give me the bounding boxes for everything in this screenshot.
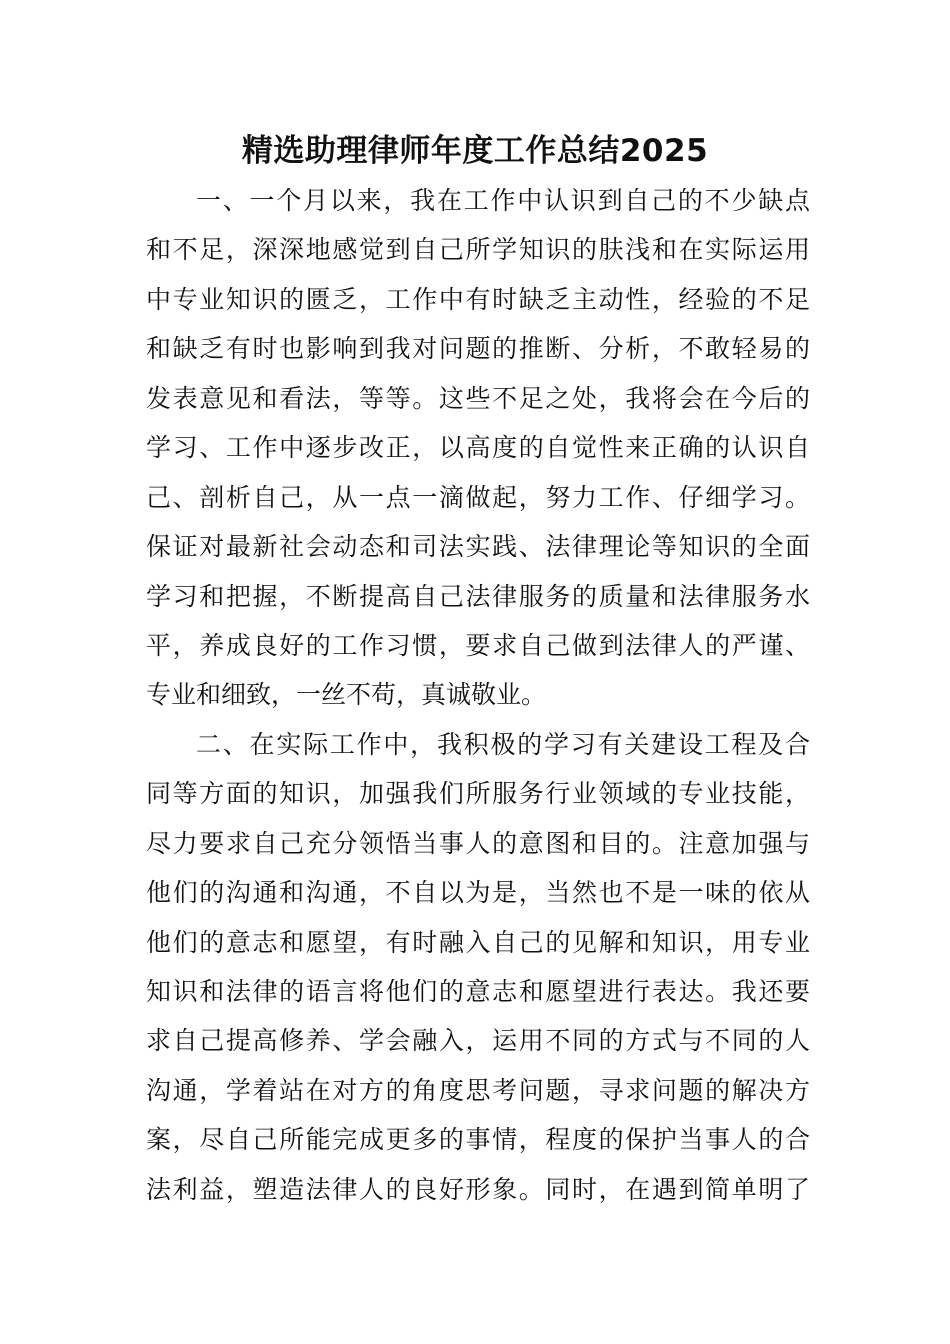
paragraph-1-line-1: 一、一个月以来，我在工作中认识到自己的不少缺点 (196, 186, 810, 215)
paragraph-2-line-4: 他们的沟通和沟通，不自以为是，当然也不是一味的依从 (146, 878, 810, 908)
paragraph-2-line-7: 求自己提高修养、学会融入，运用不同的方式与不同的人 (146, 1026, 810, 1056)
paragraph-2-line-9: 案，尽自己所能完成更多的事情，程度的保护当事人的合 (146, 1125, 810, 1155)
document-title: 精选助理律师年度工作总结2025 (241, 133, 709, 169)
paragraph-1-line-7: 己、剖析自己，从一点一滴做起，努力工作、仔细学习。 (146, 482, 810, 512)
paragraph-1-line-5: 发表意见和看法，等等。这些不足之处，我将会在今后的 (146, 383, 810, 413)
document-body (146, 176, 810, 1214)
paragraph-1-line-4: 和缺乏有时也影响到我对问题的推断、分析，不敢轻易的 (146, 334, 810, 364)
paragraph-2-line-6: 知识和法律的语言将他们的意志和愿望进行表达。我还要 (146, 977, 810, 1006)
paragraph-1-line-11: 专业和细致，一丝不苟，真诚敬业。 (146, 680, 547, 710)
paragraph-1-line-2: 和不足，深深地感觉到自己所学知识的肤浅和在实际运用 (146, 235, 810, 265)
paragraph-2-line-8: 沟通，学着站在对方的角度思考问题，寻求问题的解决方 (146, 1075, 810, 1105)
paragraph-1-line-10: 平，养成良好的工作习惯，要求自己做到法律人的严谨、 (146, 630, 810, 660)
paragraph-2-line-2: 同等方面的知识，加强我们所服务行业领域的专业技能， (146, 779, 810, 809)
paragraph-2-line-3: 尽力要求自己充分领悟当事人的意图和目的。注意加强与 (146, 828, 810, 858)
paragraph-1-line-8: 保证对最新社会动态和司法实践、法律理论等知识的全面 (146, 532, 810, 562)
paragraph-2-line-1: 二、在实际工作中，我积极的学习有关建设工程及合 (196, 729, 810, 759)
paragraph-2-line-5: 他们的意志和愿望，有时融入自己的见解和知识，用专业 (146, 927, 810, 957)
paragraph-1-line-3: 中专业知识的匮乏，工作中有时缺乏主动性，经验的不足 (146, 284, 810, 314)
paragraph-2-line-10: 法利益，塑造法律人的良好形象。同时，在遇到简单明了 (146, 1174, 810, 1204)
paragraph-1-line-6: 学习、工作中逐步改正，以高度的自觉性来正确的认识自 (146, 433, 810, 463)
paragraph-1-line-9: 学习和把握，不断提高自己法律服务的质量和法律服务水 (146, 581, 810, 611)
